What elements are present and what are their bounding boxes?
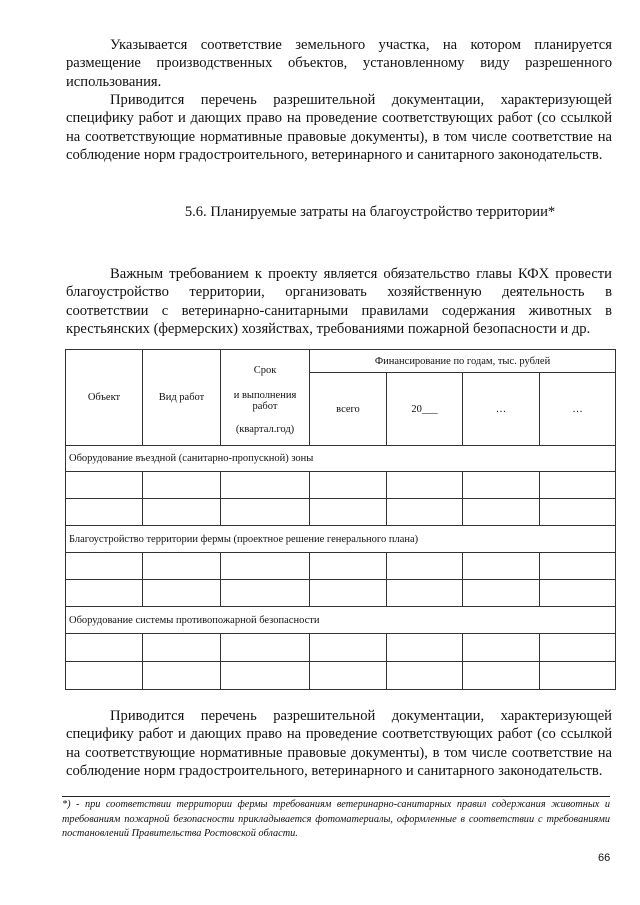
header-term-line3: (квартал.год) — [235, 423, 295, 435]
section-row-fire-safety: Оборудование системы противопожарной безопасности — [66, 607, 616, 634]
cost-table — [65, 349, 616, 690]
paragraph-land-plot: Указывается соответствие земельного участка, на котором планируется размещение производственных объектов, установленному виду разрешенного использования. — [66, 37, 612, 90]
section-row-entry-zone: Оборудование въездной (санитарно-пропускной) зоны — [66, 446, 616, 472]
header-etc-2: … — [540, 373, 616, 446]
table-row — [66, 580, 616, 607]
table-row — [66, 472, 616, 499]
table-row — [66, 634, 616, 662]
header-work-type: Вид работ — [143, 350, 221, 446]
paragraph-permits: Приводится перечень разрешительной документации, характеризующей специфику работ и дающих право на проведение соответствующих работ (со ссылкой на соответствующие нормативные правовые документы), в том числе соответствие на соблюдение норм градостроительного, ветеринарного и санитарного законодательств. — [66, 92, 612, 164]
paragraph-requirement: Важным требованием к проекту является обязательство главы КФХ провести благоустройство территории, организовать хозяйственную деятельность в соответствии с ветеринарно-санитарными правилами содержания животных в крестьянских (фермерских) хозяйствах, требованиями пожарной безопасности и др. — [66, 266, 612, 338]
section-heading: 5.6. Планируемые затраты на благоустройство территории* — [184, 204, 556, 220]
page-number: 66 — [598, 852, 611, 864]
header-financing: Финансирование по годам, тыс. рублей — [310, 350, 616, 373]
table-row — [66, 553, 616, 580]
header-term — [221, 350, 310, 446]
header-object: Объект — [66, 350, 143, 446]
header-total: всего — [310, 373, 387, 446]
paragraph-permits-repeat: Приводится перечень разрешительной документации, характеризующей специфику работ и дающих право на проведение соответствующих работ (со ссылкой на соответствующие нормативные правовые документы), в том числе соответствие на соблюдение норм градостроительного, ветеринарного и санитарного законодательств. — [66, 708, 612, 780]
header-term-line2: и выполнения работ — [233, 389, 297, 412]
header-etc-1: … — [463, 373, 540, 446]
header-term-line1: Срок — [253, 364, 277, 376]
header-year: 20___ — [387, 373, 463, 446]
footnote: *) - при соответствии территории фермы требованиям ветеринарно-санитарных правил содержания животных и требованиям пожарной безопасности прикладывается фотоматериалы, оформленные в соответствии с требованиями постановлений Правительства Ростовской области. — [62, 799, 610, 839]
table-row — [66, 499, 616, 526]
table-row — [66, 662, 616, 690]
section-row-landscaping: Благоустройство территории фермы (проектное решение генерального плана) — [66, 526, 616, 553]
footnote-divider — [62, 796, 610, 797]
